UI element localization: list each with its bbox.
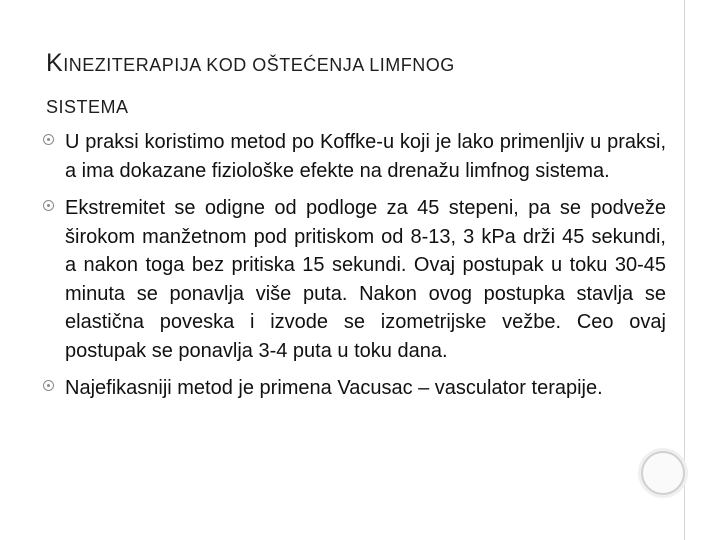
circle-bullet-icon: [43, 380, 54, 391]
bullet-list: [42, 128, 666, 412]
list-item: [42, 128, 666, 185]
slide-title: [46, 42, 646, 128]
title-line-1: [46, 42, 646, 86]
title-initial: K: [46, 49, 64, 77]
bullet-text: U praksi koristimo metod po Koffke-u koji je lako primenljiv u praksi, a ima dokazane fiziološke efekte na drenažu limfnog sistema.: [65, 131, 666, 182]
circle-bullet-icon: [43, 200, 54, 211]
bullet-text: Najefikasniji metod je primena Vacusac – vasculator terapije.: [65, 377, 603, 399]
list-item: [42, 374, 666, 403]
circle-ornament-icon: [641, 451, 685, 495]
list-item: [42, 194, 666, 365]
circle-bullet-icon: [43, 134, 54, 145]
bullet-text: Ekstremitet se odigne od podloge za 45 stepeni, pa se podveže širokom manžetnom pod pritiskom od 8-13, 3 kPa drži 45 sekundi, a nakon toga bez pritiska 15 sekundi. Ovaj postupak u toku 30-45 minuta se ponavlja više puta. Nakon ovog postupka stavlja se elastična poveska i izvode se izometrijske vežbe. Ceo ovaj postupak se ponavlja 3-4 puta u toku dana.: [65, 197, 666, 362]
decorative-vertical-line: [684, 0, 685, 540]
title-line-2: SISTEMA: [46, 97, 129, 117]
title-rest: INEZITERAPIJA KOD OŠTEĆENJA LIMFNOG: [63, 55, 455, 75]
